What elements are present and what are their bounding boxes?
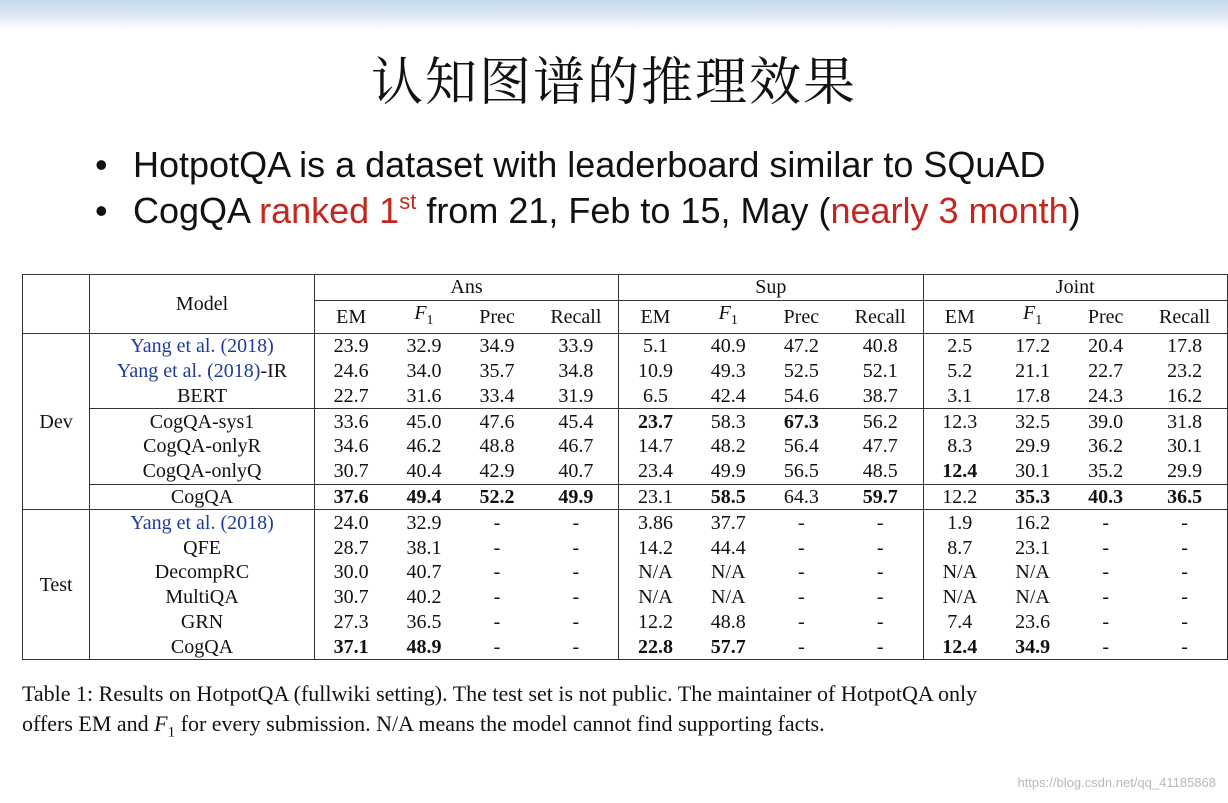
table-caption (22, 679, 1202, 747)
subheader-f1 (387, 300, 460, 333)
cell-sup-em: 5.1 (619, 333, 692, 358)
cell-sup-em: 14.2 (619, 535, 692, 560)
slide-title: 认知图谱的推理效果 (370, 53, 857, 113)
table-row (23, 333, 1228, 358)
cell-sup-prec: 56.5 (783, 460, 819, 483)
cell-joint-f: 30.1 (1015, 460, 1051, 483)
cell-ans-em: 33.6 (314, 409, 387, 434)
best-value: 37.1 (333, 635, 369, 658)
bullet-dot: • (95, 144, 108, 185)
cell-ans-recall: 46.7 (558, 435, 594, 458)
model-name: CogQA-onlyR (143, 435, 261, 458)
cell-sup-f: 49.9 (710, 460, 746, 483)
split-label-dev: Dev (23, 333, 90, 510)
best-value: 58.5 (710, 485, 746, 508)
cell-joint-em: 8.7 (923, 535, 996, 560)
split-label-test: Test (23, 510, 90, 660)
cell-sup-f: N/A (711, 561, 746, 584)
cell-joint-prec: - (1102, 586, 1109, 609)
cell-sup-em: N/A (619, 585, 692, 610)
subheader-em: EM (923, 300, 996, 333)
caption-line-1: Table 1: Results on HotpotQA (fullwiki setting). The test set is not public. The maintainer of HotpotQA only (22, 681, 978, 706)
subheader-prec: Prec (1069, 300, 1142, 333)
cell-ans-prec: - (493, 610, 501, 633)
cell-joint-em: 5.2 (923, 359, 996, 384)
model-name-cell (90, 459, 315, 484)
cell-sup-recall: - (876, 536, 884, 559)
ordinal-suffix: st (399, 189, 417, 214)
table-row (23, 585, 1228, 610)
cell-joint-f (996, 634, 1069, 659)
cell-ans-prec: 33.4 (479, 384, 515, 407)
cell-sup-prec: - (797, 586, 805, 609)
caption-line-2 (22, 709, 1202, 747)
cell-sup-f: 49.3 (710, 359, 746, 382)
model-name-cell (90, 484, 315, 510)
cell-ans-em: 30.7 (314, 459, 387, 484)
cell-joint-f: N/A (1015, 561, 1050, 584)
best-value: 57.7 (710, 635, 746, 658)
cell-joint-em: 12.2 (923, 484, 996, 510)
cell-sup-em: 12.2 (619, 610, 692, 635)
cell-ans-prec: 34.9 (460, 333, 533, 358)
cell-joint-recall: 16.2 (1167, 384, 1203, 407)
subheader-recall: Recall (534, 300, 619, 333)
best-value: 49.9 (558, 485, 594, 508)
cell-joint-f: 23.1 (1015, 536, 1051, 559)
cell-joint-em: 1.9 (923, 510, 996, 535)
table-row (23, 634, 1228, 659)
cell-joint-prec: 22.7 (1088, 359, 1124, 382)
cell-ans-f: 45.0 (387, 409, 460, 434)
cell-sup-recall: 40.8 (838, 333, 923, 358)
cell-ans-prec: - (460, 510, 533, 535)
model-name: GRN (180, 610, 224, 633)
cell-sup-em: 10.9 (619, 359, 692, 384)
cell-ans-em: 27.3 (314, 610, 387, 635)
cell-joint-f: 32.5 (996, 409, 1069, 434)
caption-text: for every submission. N/A means the model cannot find supporting facts. (175, 711, 825, 736)
best-value: 49.4 (406, 485, 442, 508)
best-value: 22.8 (637, 635, 673, 658)
cell-joint-recall: - (1181, 610, 1188, 633)
group-header-ans: Ans (314, 275, 618, 301)
model-name-cell (90, 409, 315, 434)
cell-joint-recall: - (1142, 510, 1227, 535)
model-name-cell (90, 510, 315, 535)
duration-highlight: nearly 3 month (830, 190, 1069, 231)
cell-joint-recall: 23.2 (1167, 359, 1203, 382)
cell-sup-prec: - (797, 610, 805, 633)
cell-joint-prec: - (1102, 561, 1109, 584)
model-name: CogQA (170, 485, 234, 508)
cell-ans-em: 22.7 (314, 383, 387, 408)
bullet-item (95, 188, 1081, 234)
cell-ans-prec: - (493, 586, 501, 609)
cell-ans-prec: - (493, 536, 501, 559)
cell-ans-em: 28.7 (314, 535, 387, 560)
cell-joint-f: 17.2 (996, 333, 1069, 358)
cell-sup-em: 3.86 (619, 510, 692, 535)
cell-ans-recall: 45.4 (534, 409, 619, 434)
cell-sup-recall: - (838, 510, 923, 535)
cell-sup-em: 23.4 (619, 459, 692, 484)
cell-sup-prec: - (797, 635, 805, 658)
cell-sup-f: 44.4 (710, 536, 746, 559)
best-value: 12.4 (942, 635, 978, 658)
cell-ans-f: 38.1 (406, 536, 442, 559)
cell-joint-recall: - (1181, 561, 1188, 584)
model-name-cell (90, 383, 315, 408)
cell-sup-recall: 52.1 (862, 359, 898, 382)
cell-sup-prec: 56.4 (783, 435, 819, 458)
bullet-dot: • (95, 190, 108, 231)
f-symbol: F (414, 301, 427, 324)
citation-link[interactable]: Yang et al. (2018) (116, 359, 261, 382)
cell-ans-recall: - (572, 536, 580, 559)
cell-ans-prec: - (493, 561, 501, 584)
cell-sup-em (619, 634, 692, 659)
best-value: 48.9 (406, 635, 442, 658)
cell-ans-recall: - (572, 561, 580, 584)
model-name: CogQA-onlyQ (142, 460, 262, 483)
ranked-highlight (259, 190, 416, 231)
best-value: 67.3 (783, 410, 819, 433)
cell-joint-recall: 31.8 (1142, 409, 1227, 434)
subheader-recall: Recall (838, 300, 923, 333)
table-row (23, 359, 1228, 384)
cell-ans-em: 24.0 (314, 510, 387, 535)
cell-sup-f: 58.3 (692, 409, 765, 434)
cell-ans-f (387, 484, 460, 510)
model-name-cell (90, 585, 315, 610)
citation-link[interactable]: Yang et al. (2018) (130, 335, 274, 358)
cell-joint-recall: 29.9 (1167, 460, 1203, 483)
cell-ans-recall: - (534, 510, 619, 535)
model-name-cell (90, 535, 315, 560)
model-name-cell (90, 634, 315, 659)
cell-sup-em: N/A (619, 560, 692, 585)
cell-joint-prec: - (1102, 635, 1109, 658)
cell-sup-recall: - (876, 610, 884, 633)
best-value: 40.3 (1088, 485, 1124, 508)
slide-top-gradient-bar (0, 0, 1228, 30)
cell-ans-f: 46.2 (406, 435, 442, 458)
cell-joint-f: 29.9 (1015, 435, 1051, 458)
table-row (23, 560, 1228, 585)
cell-ans-recall: 33.9 (534, 333, 619, 358)
cell-ans-recall: 40.7 (558, 460, 594, 483)
cell-joint-em: 2.5 (923, 333, 996, 358)
cell-joint-prec: 39.0 (1069, 409, 1142, 434)
cell-sup-recall: 38.7 (862, 384, 898, 407)
cell-sup-prec: 54.6 (783, 384, 819, 407)
cell-ans-f: 32.9 (387, 510, 460, 535)
table-row (23, 459, 1228, 484)
cell-sup-f (692, 634, 765, 659)
cell-sup-prec: - (797, 536, 805, 559)
model-suffix: -IR (260, 359, 288, 382)
cell-ans-prec: 42.9 (479, 460, 515, 483)
cell-joint-em: 8.3 (923, 434, 996, 459)
cell-sup-recall: - (876, 635, 884, 658)
bullet-item (95, 142, 1081, 188)
cell-sup-em: 23.1 (619, 484, 692, 510)
cell-ans-f: 31.6 (406, 384, 442, 407)
cell-ans-f: 32.9 (387, 333, 460, 358)
table-row (23, 434, 1228, 459)
cell-ans-f: 40.7 (406, 561, 442, 584)
cell-ans-recall: - (572, 586, 580, 609)
cell-joint-em: 12.3 (923, 409, 996, 434)
watermark-url: https://blog.csdn.net/qq_41185868 (1017, 775, 1216, 790)
cell-ans-prec: 47.6 (460, 409, 533, 434)
best-value: 59.7 (862, 485, 898, 508)
subheader-prec: Prec (460, 300, 533, 333)
subheader-f1 (692, 300, 765, 333)
subheader-prec: Prec (765, 300, 838, 333)
cell-joint-prec: - (1069, 510, 1142, 535)
cell-ans-em: 23.9 (314, 333, 387, 358)
subheader-recall: Recall (1142, 300, 1227, 333)
cell-sup-prec (765, 409, 838, 434)
model-name: CogQA-sys1 (149, 410, 255, 433)
results-table (22, 274, 1228, 660)
cell-ans-recall: 31.9 (558, 384, 594, 407)
bullet-text: ) (1068, 190, 1081, 231)
cell-ans-recall: 34.8 (558, 359, 594, 382)
cell-joint-recall: - (1181, 536, 1188, 559)
cell-joint-em: N/A (923, 585, 996, 610)
cell-sup-prec: 47.2 (765, 333, 838, 358)
cell-joint-prec: 35.2 (1088, 460, 1124, 483)
cell-ans-prec: 35.7 (479, 359, 515, 382)
cell-sup-prec: 64.3 (765, 484, 838, 510)
cell-joint-em (923, 459, 996, 484)
cell-ans-prec: 48.8 (479, 435, 515, 458)
cell-joint-f (996, 484, 1069, 510)
cell-joint-f: 16.2 (996, 510, 1069, 535)
cell-sup-recall: 48.5 (862, 460, 898, 483)
cell-sup-recall (838, 484, 923, 510)
model-name-cell (90, 333, 315, 358)
bullet-text: HotpotQA is a dataset with leaderboard similar to SQuAD (133, 144, 1046, 185)
cell-ans-em (314, 634, 387, 659)
split-header-cell (23, 275, 90, 334)
subheader-em: EM (314, 300, 387, 333)
f-subscript: 1 (730, 312, 738, 328)
cell-joint-em (923, 634, 996, 659)
cell-joint-prec: - (1102, 610, 1109, 633)
caption-f-subscript: 1 (167, 724, 176, 741)
cell-ans-em: 30.7 (314, 585, 387, 610)
citation-link[interactable]: Yang et al. (2018) (130, 511, 274, 534)
best-value: 34.9 (1015, 635, 1051, 658)
cell-joint-prec: 24.3 (1088, 384, 1124, 407)
caption-text: offers EM and (22, 711, 155, 736)
cell-ans-f: 36.5 (406, 610, 442, 633)
table-row (23, 510, 1228, 535)
cell-ans-prec: - (493, 635, 501, 658)
cell-ans-recall (534, 484, 619, 510)
best-value: 36.5 (1167, 485, 1203, 508)
cell-sup-f: 37.7 (692, 510, 765, 535)
subheader-f1 (996, 300, 1069, 333)
cell-joint-recall: 30.1 (1167, 435, 1203, 458)
cell-sup-f (692, 484, 765, 510)
cell-joint-recall: 17.8 (1142, 333, 1227, 358)
cell-joint-prec (1069, 484, 1142, 510)
cell-sup-f: 40.9 (692, 333, 765, 358)
cell-joint-f: N/A (1015, 586, 1050, 609)
best-value: 52.2 (479, 485, 515, 508)
cell-joint-em: 3.1 (923, 383, 996, 408)
cell-ans-prec (460, 484, 533, 510)
model-name: QFE (183, 536, 221, 559)
bullet-list (95, 142, 1081, 234)
best-value: 35.3 (1015, 485, 1051, 508)
best-value: 23.7 (637, 410, 673, 433)
cell-sup-prec: 52.5 (783, 359, 819, 382)
ranked-text: ranked 1 (259, 190, 400, 231)
cell-ans-em (314, 484, 387, 510)
subheader-em: EM (619, 300, 692, 333)
cell-sup-f: 42.4 (710, 384, 746, 407)
table-row (23, 409, 1228, 434)
cell-ans-recall: - (572, 635, 580, 658)
bullet-text: CogQA (133, 190, 260, 231)
cell-joint-prec: - (1102, 536, 1109, 559)
bullet-text: from 21, Feb to 15, May ( (416, 190, 831, 231)
model-name: BERT (177, 384, 227, 407)
cell-sup-f: 48.2 (710, 435, 746, 458)
cell-sup-em: 6.5 (619, 383, 692, 408)
cell-sup-em: 14.7 (619, 434, 692, 459)
cell-joint-f: 23.6 (1015, 610, 1051, 633)
table-row (23, 610, 1228, 635)
model-name-cell (90, 434, 315, 459)
cell-sup-recall: 47.7 (862, 435, 898, 458)
cell-sup-recall: - (876, 561, 884, 584)
cell-ans-recall: - (572, 610, 580, 633)
results-table-wrapper (22, 274, 1228, 660)
cell-joint-prec: 20.4 (1069, 333, 1142, 358)
cell-joint-recall (1142, 484, 1227, 510)
f-subscript: 1 (1035, 312, 1043, 328)
cell-sup-recall: - (876, 586, 884, 609)
cell-joint-recall: - (1181, 586, 1188, 609)
f-subscript: 1 (426, 312, 434, 328)
model-header: Model (90, 275, 315, 334)
cell-sup-f: N/A (711, 586, 746, 609)
cell-ans-em: 24.6 (314, 359, 387, 384)
model-name: CogQA (170, 635, 234, 658)
cell-ans-em: 34.6 (314, 434, 387, 459)
cell-sup-f: 48.8 (710, 610, 746, 633)
cell-sup-prec: - (797, 561, 805, 584)
table-row (23, 535, 1228, 560)
cell-ans-em: 30.0 (314, 560, 387, 585)
f-symbol: F (1022, 301, 1036, 324)
cell-ans-f: 40.2 (406, 586, 442, 609)
table-row (23, 383, 1228, 408)
model-name: MultiQA (165, 586, 239, 609)
best-value: 12.4 (942, 460, 978, 483)
cell-sup-prec: - (765, 510, 838, 535)
cell-joint-f: 21.1 (1015, 359, 1051, 382)
group-header-row (23, 275, 1228, 301)
f-symbol: F (718, 301, 731, 324)
cell-ans-f: 40.4 (406, 460, 442, 483)
cell-sup-em (619, 409, 692, 434)
model-name-cell (90, 610, 315, 635)
cell-joint-prec: 36.2 (1088, 435, 1124, 458)
group-header-sup: Sup (619, 275, 923, 301)
cell-joint-f: 17.8 (1015, 384, 1051, 407)
cell-ans-f (387, 634, 460, 659)
cell-joint-em: N/A (923, 560, 996, 585)
best-value: 37.6 (333, 485, 369, 508)
cell-joint-recall: - (1181, 635, 1188, 658)
cell-joint-em: 7.4 (923, 610, 996, 635)
model-name: DecompRC (154, 561, 250, 584)
cell-sup-recall: 56.2 (838, 409, 923, 434)
model-name-cell (90, 560, 315, 585)
cell-ans-f: 34.0 (406, 359, 442, 382)
group-header-joint: Joint (923, 275, 1227, 301)
model-name-cell (90, 359, 315, 384)
caption-f-symbol: F (154, 711, 168, 736)
table-row (23, 484, 1228, 510)
